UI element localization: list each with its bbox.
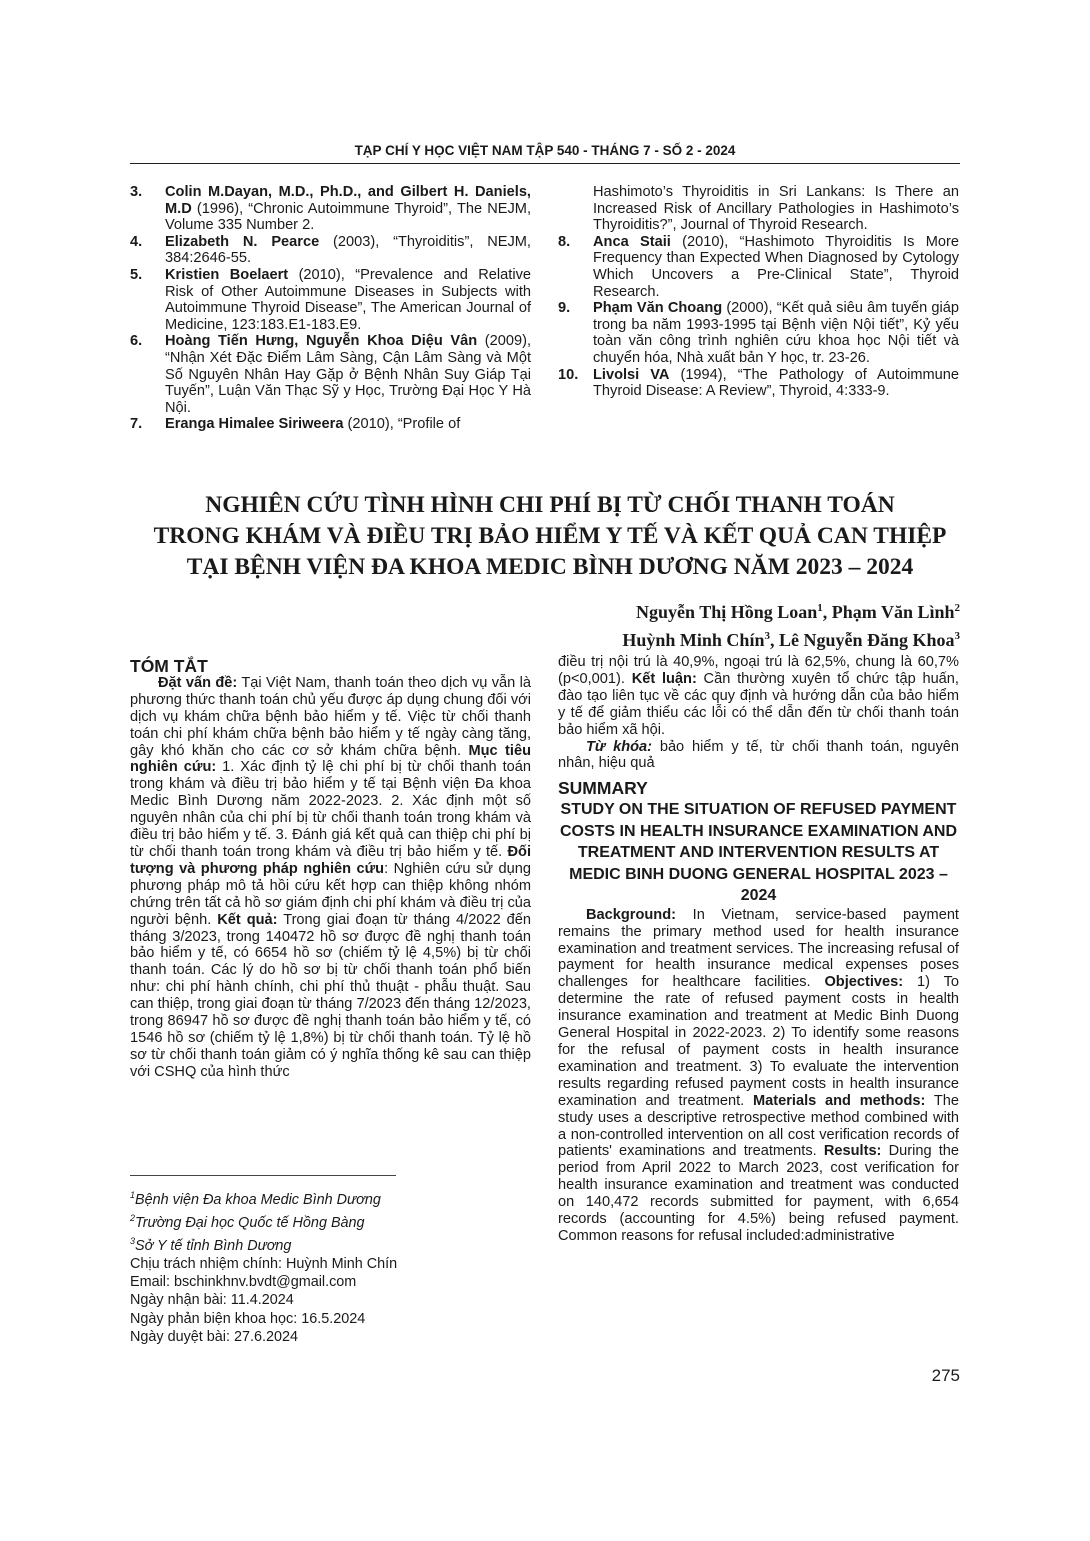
page-number: 275 — [931, 1366, 960, 1385]
affiliation-marker: 3 — [954, 630, 960, 642]
reference-item — [130, 234, 531, 267]
review-date: Ngày phản biện khoa học: 16.5.2024 — [130, 1310, 366, 1327]
reference-text: (1996), “Chronic Autoimmune Thyroid”, The NEJM, Volume 335 Number 2. — [165, 200, 531, 234]
label: Background: — [586, 906, 676, 923]
author-name: Phạm Văn Lình — [831, 602, 955, 622]
reference-continuation: Hashimoto’s Thyroiditis in Sri Lankans: Is There an Increased Risk of Ancillary Pathologies in Hashimoto’s Thyroiditis?”, Journal of Thyroid Research. — [593, 184, 959, 234]
reference-number: 9. — [558, 300, 571, 317]
label: Materials and methods: — [752, 1092, 926, 1109]
affiliation — [130, 1232, 530, 1255]
references-right — [558, 184, 959, 400]
label: Đặt vấn đề: — [158, 674, 238, 691]
title-line: NGHIÊN CỨU TÌNH HÌNH CHI PHÍ BỊ TỪ CHỐI THANH TOÁN — [205, 492, 895, 518]
text: : Nghiên cứu sử dụng phương pháp mô tả hồi cứu kết hợp can thiệp không nhóm chứng trên tất cả hồ sơ giám định chi phí khám và điều trị của người bệnh. — [130, 860, 531, 928]
section-heading: SUMMARY — [558, 778, 648, 799]
label: Kết quả: — [217, 911, 278, 928]
affiliation-marker: 2 — [954, 602, 960, 614]
keywords — [558, 739, 959, 773]
text: điều trị nội trú là 40,9%, ngoại trú là 62,5%, chung là 60,7% (p<0,001). — [558, 654, 959, 687]
text: In Vietnam, service-based payment remains the primary method used for health insurance examination and treatment services. The increasing refusal of payment for health insurance medical expenses poses challenges for healthcare facilities. — [558, 906, 959, 991]
affiliation — [130, 1209, 530, 1232]
reference-item — [130, 416, 531, 433]
author-name: Lê Nguyễn Đăng Khoa — [778, 630, 955, 650]
reference-number: 4. — [130, 233, 143, 250]
reference-item — [130, 184, 531, 234]
author-name: Nguyễn Thị Hồng Loan — [636, 602, 818, 622]
affiliation-marker: 2 — [130, 1213, 136, 1223]
reference-author: Livolsi VA — [593, 366, 670, 383]
abstract-paragraph — [130, 675, 531, 1081]
reference-author: Hoàng Tiến Hưng, Nguyễn Khoa Diệu Vân — [165, 333, 478, 350]
abstract-paragraph — [558, 654, 959, 739]
affiliation-marker: 3 — [764, 630, 770, 642]
reference-number: 10. — [558, 366, 579, 383]
text: Cần thường xuyên tổ chức tập huấn, đào tạo liên tục về các quy định và hướng dẫn của bảo hiểm y tế để giảm thiểu các lỗi có thể dẫn đến từ chối thanh toán bảo hiểm xã hội. — [558, 670, 959, 738]
title-line: TẠI BỆNH VIỆN ĐA KHOA MEDIC BÌNH DƯƠNG NĂM 2023 – 2024 — [186, 554, 914, 580]
right-column — [558, 654, 959, 1245]
reference-item — [558, 300, 959, 366]
reference-text: (2010), “Profile of — [343, 416, 461, 433]
text: During the period from April 2022 to March 2023, cost verification for health insurance examination and treatment was conducted on 140,472 records submitted for payment, with 6,654 records (accounting for 4.5%) being refused payment. Common reasons for refusal included:administrative — [558, 1143, 960, 1244]
label: Results: — [823, 1143, 882, 1160]
contact-email: Email: bschinkhnv.bvdt@gmail.com — [130, 1274, 357, 1291]
reference-item — [558, 234, 959, 300]
responsible-author: Chịu trách nhiệm chính: Huỳnh Minh Chín — [130, 1256, 398, 1272]
affiliation-text: Sở Y tế tỉnh Bình Dương — [135, 1237, 292, 1254]
reference-author: Anca Staii — [593, 233, 671, 250]
reference-item — [130, 267, 531, 333]
header-rule — [130, 163, 960, 164]
accepted-date: Ngày duyệt bài: 27.6.2024 — [130, 1328, 299, 1345]
reference-number: 7. — [130, 416, 143, 433]
label: Mục tiêu nghiên cứu: — [130, 742, 531, 776]
affiliation-text: Bệnh viện Đa khoa Medic Bình Dương — [135, 1191, 381, 1208]
affiliation-marker: 1 — [130, 1190, 136, 1200]
affiliation-marker: 1 — [817, 602, 823, 614]
affiliation-marker: 3 — [130, 1236, 136, 1246]
english-title: STUDY ON THE SITUATION OF REFUSED PAYMENT COSTS IN HEALTH INSURANCE EXAMINATION AND TREATMENT AND INTERVENTION RESULTS AT MEDIC BINH DUONG GENERAL HOSPITAL 2023 – 2024 — [559, 801, 958, 905]
section-heading: TÓM TẮT — [130, 656, 208, 676]
title-line: TRONG KHÁM VÀ ĐIỀU TRỊ BẢO HIỂM Y TẾ VÀ KẾT QUẢ CAN THIỆP — [153, 523, 947, 549]
author-line — [622, 596, 960, 624]
author-name: Huỳnh Minh Chín — [622, 630, 765, 650]
author-separator: , — [769, 630, 779, 650]
label: Đối tượng và phương pháp nghiên cứu — [130, 843, 531, 877]
received-date: Ngày nhận bài: 11.4.2024 — [130, 1292, 294, 1309]
reference-text: (2010), “Hashimoto Thyroiditis Is More Frequency than Expected When Diagnosed by Cytology Which Uncovers a Pre-Clinical State”, Thyroid Research. — [593, 233, 959, 300]
footnotes — [130, 1186, 530, 1346]
references-left — [130, 184, 531, 433]
label: Kết luận: — [631, 670, 697, 687]
reference-item — [130, 333, 531, 416]
text: 1) To determine the rate of refused payment costs in health insurance examination and treatment at Medic Binh Duong General Hospital in 2022-2023. 2) To identify some reasons for the refusal of payment costs in health insurance examination and treatment. 3) To evaluate the intervention results regarding refused payment costs in health insurance examination and treatment. — [558, 974, 960, 1109]
text: The study uses a descriptive retrospective method combined with a non-controlled intervention on all cost verification records of patients' examinations and treatments. — [558, 1092, 960, 1160]
reference-text: (2010), “Prevalence and Relative Risk of Other Autoimmune Diseases in Subjects with Autoimmune Thyroid Disease”, The American Journal of Medicine, 123:183.E1-183.E9. — [165, 266, 531, 333]
author-list — [622, 596, 960, 652]
text: Trong giai đoạn từ tháng 4/2022 đến tháng 3/2023, trong 140472 hồ sơ được đề nghị thanh toán bảo hiểm y tế, có 6654 hồ sơ (chiếm tỷ lệ 4,5%) bị từ chối thanh toán. Các lý do hồ sơ bị từ chối thanh toán phổ biến như: chi phí hành chính, chi phí thủ thuật - phẫu thuật. Sau can thiệp, trong giai đoạn từ tháng 7/2023 đến tháng 12/2023, trong 86947 hồ sơ được đề nghị thanh toán bảo hiểm y tế, có 1546 hồ sơ (chiếm tỷ lệ 1,8%) bị từ chối thanh toán. Tỷ lệ hồ sơ từ chối thanh toán giảm có ý nghĩa thống kê sau can thiệp với CSHQ của hình thức — [130, 911, 531, 1080]
affiliation — [130, 1186, 530, 1209]
text: Tại Việt Nam, thanh toán theo dịch vụ vẫn là phương thức thanh toán chủ yếu được áp dụng chung đối với dịch vụ khám chữa bệnh bảo hiểm y tế. Việc từ chối thanh toán chi phí khám chữa bệnh bảo hiểm y tế ngày càng tăng, gây khó khăn cho các cơ sở khám chữa bệnh. — [130, 674, 531, 759]
reference-number: 3. — [130, 184, 143, 200]
summary-paragraph — [558, 907, 959, 1245]
reference-number: 8. — [558, 233, 571, 250]
reference-text: (1994), “The Pathology of Autoimmune Thyroid Disease: A Review”, Thyroid, 4:333-9. — [593, 366, 959, 400]
keywords-label: Từ khóa: — [586, 738, 653, 755]
reference-text: (2000), “Kết quả siêu âm tuyến giáp trong ba năm 1993-1995 tại Bệnh viện Nội tiết”, Kỷ yếu toàn văn công trình nghiên cứu khoa học Nội tiết và chuyển hóa, Nhà xuất bản Y học, tr. 23-26. — [593, 300, 959, 366]
author-line — [622, 624, 960, 652]
affiliation-text: Trường Đại học Quốc tế Hồng Bàng — [135, 1214, 365, 1231]
reference-author: Colin M.Dayan, M.D., Ph.D., and Gilbert H. Daniels, M.D — [165, 184, 531, 217]
reference-text: (2003), “Thyroiditis”, NEJM, 384:2646-55. — [165, 233, 531, 267]
reference-text: (2009), “Nhận Xét Đặc Điểm Lâm Sàng, Cận Lâm Sàng và Một Số Nguyên Nhân Hay Gặp ở Bệnh Nhân Suy Giáp Tại Tuyến”, Luận Văn Thạc Sỹ y Học, Trường Đại Học Y Hà Nội. — [165, 333, 532, 416]
reference-author: Elizabeth N. Pearce — [165, 233, 320, 250]
reference-number: 6. — [130, 333, 143, 350]
journal-header: TẠP CHÍ Y HỌC VIỆT NAM TẬP 540 - THÁNG 7 - SỐ 2 - 2024 — [354, 143, 736, 158]
reference-author: Kristien Boelaert — [165, 266, 289, 283]
abstract-vi — [130, 658, 531, 1081]
article-title — [110, 490, 990, 583]
reference-number: 5. — [130, 266, 143, 283]
keywords-text: bảo hiểm y tế, từ chối thanh toán, nguyên nhân, hiệu quả — [558, 738, 960, 772]
footnote-rule — [130, 1175, 396, 1176]
reference-author: Phạm Văn Choang — [593, 300, 723, 317]
reference-item — [558, 367, 959, 400]
label: Objectives: — [824, 974, 904, 991]
reference-author: Eranga Himalee Siriweera — [165, 416, 344, 433]
text: 1. Xác định tỷ lệ chi phí bị từ chối thanh toán trong khám và điều trị bảo hiểm y tế tại Bệnh viện Đa khoa Medic Bình Dương năm 2022-2023. 2. Xác định một số nguyên nhân của chi phí bị từ chối thanh toán trong khám và điều trị bảo hiểm y tế. 3. Đánh giá kết quả can thiệp chi phí bị từ chối thanh toán trong khám và điều trị bảo hiểm y tế. — [130, 759, 531, 860]
author-separator: , — [822, 602, 832, 622]
